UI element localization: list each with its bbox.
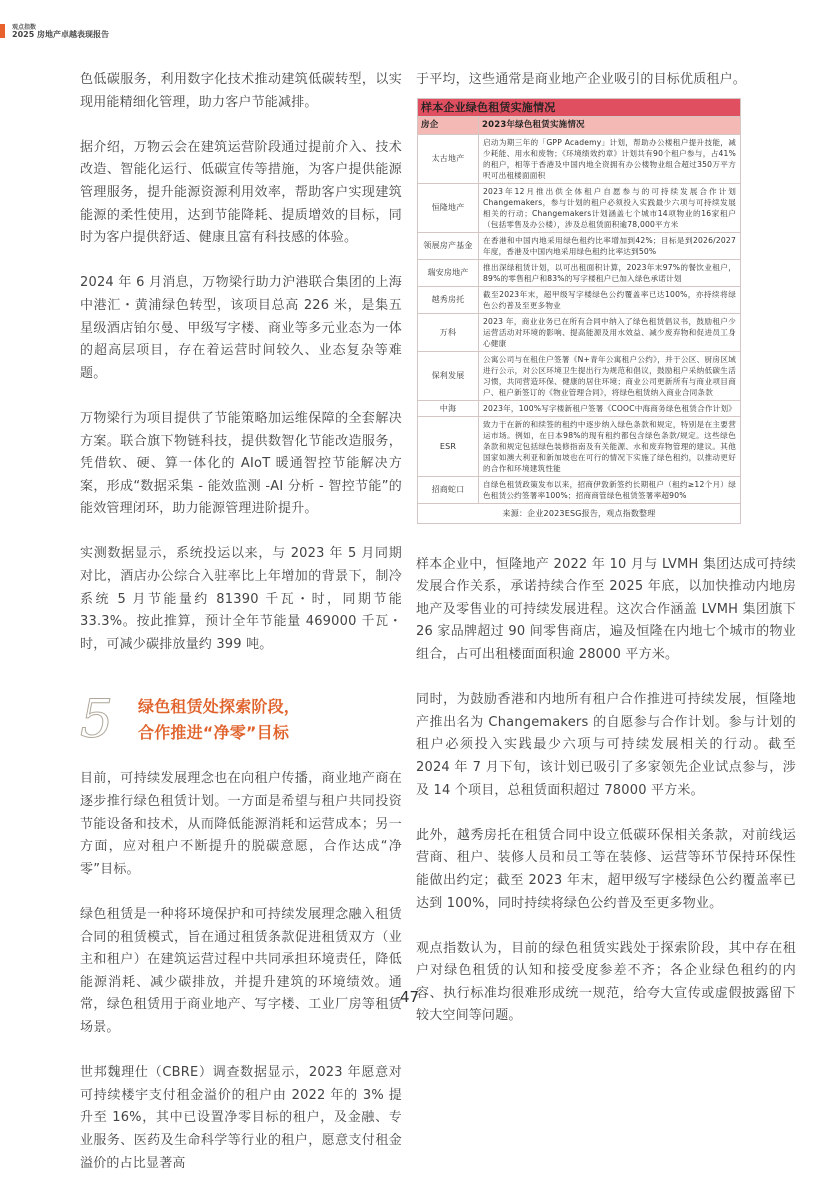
- company-cell: ESR: [418, 416, 479, 476]
- left-column: [80, 69, 402, 1198]
- table-row: [418, 416, 741, 476]
- company-cell: 招商蛇口: [418, 476, 479, 503]
- status-cell: 2023年12月推出供全体租户自愿参与的可持续发展合作计划Changemakers，参与计划的租户必须投入实践最少六项与可持续发展相关的行动；Changemakers计划涵盖七个城市14项物业的16家租户（包括零售及办公楼），涉及总租赁面积逾78,000平方米: [479, 183, 741, 232]
- paragraph: 据介绍，万物云会在建筑运营阶段通过提前介入、技术改造、智能化运行、低碳宣传等措施，为客户提供能源管理服务，提升能源资源利用效率，帮助客户实现建筑能源的柔性使用，达到节能降耗、提质增效的目标，同时为客户提供舒适、健康且富有科技感的体验。: [80, 139, 402, 246]
- page-number: 47: [399, 988, 420, 1006]
- paragraph: 实测数据显示，系统投运以来，与 2023 年 5 月同期对比，酒店办公综合入驻率比上年增加的背景下，制冷系统 5 月节能量约 81390 千瓦・时，同期节能 33.3%。按此推算，预计全年节能量 469000 千瓦・时，可减少碳排放量约 399 吨。: [80, 546, 402, 652]
- status-cell: 2023年，100%写字楼新租户签署《COOC中海商务绿色租赁合作计划》: [479, 400, 741, 416]
- table-row: [418, 476, 741, 503]
- paragraph: 同时，为鼓励香港和内地所有租户合作推进可持续发展，恒隆地产推出名为 Changemakers 的自愿参与合作计划。参与计划的租户必须投入实践最少六项与可持续发展相关的行动。截至 2024 年 7 月下旬，该计划已吸引了多家领先企业试点参与，涉及 14 个项目，总租赁面积超过 78000 平方米。: [416, 692, 796, 798]
- table-row: [418, 134, 741, 183]
- header-report-title: 2025 房地产卓越表现报告: [12, 30, 110, 39]
- section-title-line: 合作推进“净零”目标: [138, 723, 290, 743]
- company-cell: 恒隆地产: [418, 183, 479, 232]
- status-cell: 启动为期三年的「GPP Academy」计划，帮助办公楼租户提升技能，减少耗能、用水和废物；《环境绩效约章》计划共有90个租户参与，占41%的租户，相等于香港及中国内地全资拥有办公楼物业组合超过350万平方呎可出租楼面面积: [479, 134, 741, 183]
- status-cell: 2023 年，商业业务已在所有合同中纳入了绿色租赁倡议书，鼓励租户少运营活动对环境的影响、提高能源及用水效益、减少废弃物和促进员工身心健康: [479, 313, 741, 351]
- status-cell: 致力于在新的和续签的租约中逐步纳入绿色条款和规定，特别是在主要营运市场。例如，在日本98%的现有租约都包含绿色条款/规定。这些绿色条款和规定包括绿色装修指南及有关能源、水和废弃物管理的建议。其他国家如澳大利亚和新加坡也在可行的情况下实施了绿色租约，以推动更好的合作和环境建筑性能: [479, 416, 741, 476]
- paragraph: 色低碳服务，利用数字化技术推动建筑低碳转型，以实现用能精细化管理，助力客户节能减排。: [80, 72, 402, 110]
- table-title: 样本企业绿色租赁实施情况: [418, 98, 741, 116]
- green-lease-table: [417, 98, 741, 524]
- paragraph: 万物梁行为项目提供了节能策略加运维保障的全套解决方案。联合旗下物链科技，提供数智化节能改造服务，凭借软、硬、算一体化的 AIoT 暖通智控节能解决方案，形成“数据采集 - 能效监测 -AI 分析 - 智控节能”的能效管理闭环，助力能源管理进阶提升。: [80, 410, 402, 517]
- table-row: [418, 351, 741, 400]
- section-title: [138, 694, 300, 746]
- paragraph: 世邦魏理仕（CBRE）调查数据显示，2023 年愿意对可持续楼宇支付租金溢价的租户由 2022 年的 3% 提升至 16%，其中已设置净零目标的租户，及金融、专业服务、医药及生命科学等行业的租户，愿意支付租金溢价的占比显著高: [80, 1065, 402, 1171]
- table-row: [418, 400, 741, 416]
- paragraph: 2024 年 6 月消息，万物梁行助力沪港联合集团的上海中港汇・黄浦绿色转型，该项目总高 226 米，是集五星级酒店铂尔曼、甲级写字楼、商业等多元业态为一体的超高层项目，存在着运营时间较久、业态复杂等难题。: [80, 275, 402, 381]
- company-cell: 保利发展: [418, 351, 479, 400]
- section-title-line: 绿色租赁处探索阶段，: [138, 697, 301, 717]
- table-row: [418, 259, 741, 286]
- status-cell: 在香港和中国内地采用绿色租约比率增加到42%；目标是到2026/2027年度，香港及中国内地采用绿色租约比率达到50%: [479, 232, 741, 259]
- paragraph: 观点指数认为，目前的绿色租赁实践处于探索阶段，其中存在租户对绿色租赁的认知和接受度参差不齐；各企业绿色租约的内容、执行标准均很难形成统一规范，给夸大宣传或虚假披露留下较大空间等问题。: [416, 940, 796, 1024]
- table-header-company: 房企: [418, 116, 479, 134]
- table-row: [418, 286, 741, 313]
- paragraph: 于平均，这些通常是商业地产企业吸引的目标优质租户。: [416, 72, 747, 87]
- header-accent-bar: [0, 24, 5, 38]
- paragraph: 目前，可持续发展理念也在向租户传播，商业地产商在逐步推行绿色租赁计划。一方面是希望与租户共同投资节能设备和技术，从而降低能源消耗和运营成本；另一方面，应对租户不断提升的脱碳意愿，合作达成“净零”目标。: [80, 771, 402, 877]
- table-row: [418, 313, 741, 351]
- paragraph: 此外，越秀房托在租赁合同中设立低碳环保相关条款，对前线运营商、租户、装修人员和员工等在装修、运营等环节保持环保性能做出约定；截至 2023 年末，超甲级写字楼绿色公约覆盖率已达到 100%，同时持续将绿色公约普及至更多物业。: [416, 827, 796, 911]
- company-cell: 越秀房托: [418, 286, 479, 313]
- company-cell: 太古地产: [418, 134, 479, 183]
- status-cell: 推出深绿租赁计划，以可出租面积计算，2023年末97%的餐饮业租户，89%的零售租户和83%的写字楼租户已加入绿色承诺计划: [479, 259, 741, 286]
- status-cell: 截至2023年末，超甲级写字楼绿色公约覆盖率已达100%，亦持续将绿色公约普及至更多物业: [479, 286, 741, 313]
- table-row: [418, 183, 741, 232]
- company-cell: 瑞安房地产: [418, 259, 479, 286]
- header-brand: 观点指数: [12, 24, 37, 31]
- company-cell: 领展房产基金: [418, 232, 479, 259]
- status-cell: 自绿色租赁政策发布以来，招商伊敦新签约长期租户（租约≥12个月）绿色租赁公约签署率100%；招商商管绿色租赁签署率超90%: [479, 476, 741, 503]
- section-number: 5: [80, 690, 114, 751]
- paragraph: 绿色租赁是一种将环境保护和可持续发展理念融入租赁合同的租赁模式，旨在通过租赁条款促进租赁双方（业主和租户）在建筑运营过程中共同承担环境责任，降低能源消耗、减少碳排放，并提升建筑的环境绩效。通常，绿色租赁用于商业地产、写字楼、工业厂房等租赁场景。: [80, 907, 402, 1035]
- table-source: 来源：企业2023ESG报告，观点指数整理: [418, 503, 741, 523]
- table-row: [418, 232, 741, 259]
- company-cell: 中海: [418, 400, 479, 416]
- right-column: [416, 69, 796, 1051]
- section-heading: [80, 690, 402, 751]
- status-cell: 公寓公司与在租住户签署《N+青年公寓租户公约》，并于公区、厨房区域进行公示，对公区环境卫生提出行为规范和倡议，鼓励租户采纳低碳生活习惯，共同营造环保、健康的居住环境；商业公司更新所有与商业项目商户、租户新签订的《物业管理合同》，将绿色租赁纳入商业合同条款: [479, 351, 741, 400]
- paragraph: 样本企业中，恒隆地产 2022 年 10 月与 LVMH 集团达成可持续发展合作关系，承诺持续合作至 2025 年底，以加快推动内地房地产及零售业的可持续发展进程。这次合作涵盖 LVMH 集团旗下 26 家品牌超过 90 间零售商店，遍及恒隆在内地七个城市的物业组合，占可出租楼面面积逾 28000 平方米。: [416, 556, 796, 662]
- table-header-status: 2023年绿色租赁实施情况: [479, 116, 741, 134]
- company-cell: 万科: [418, 313, 479, 351]
